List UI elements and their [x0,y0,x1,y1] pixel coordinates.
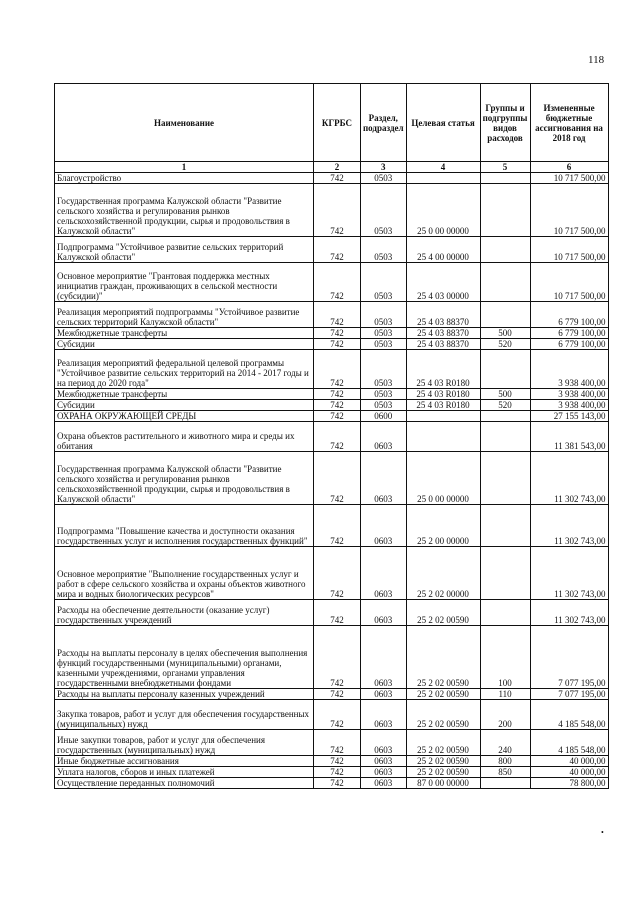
row-expense-type: 240 [480,730,530,756]
table-row [55,328,609,339]
stray-mark: • [601,828,604,837]
row-kgrbs: 742 [314,452,361,505]
row-expense-type [480,600,530,626]
row-name: Государственная программа Калужской области "Развитие сельского хозяйства и регулирования рынков сельскохозяйственной продукции, сырья и продовольствия в Калужской области" [55,452,314,505]
row-name: Реализация мероприятий подпрограммы "Устойчивое развитие сельских территорий Калужской области" [55,302,314,328]
row-target: 25 4 03 R0180 [406,400,480,411]
row-target: 25 2 02 00590 [406,767,480,778]
row-target: 25 4 00 00000 [406,237,480,263]
table-row [55,778,609,789]
row-expense-type [480,452,530,505]
row-expense-type [480,237,530,263]
row-razdel: 0603 [361,452,407,505]
row-sum: 6 779 100,00 [530,328,608,339]
row-name: Реализация мероприятий федеральной целевой программы "Устойчивое развитие сельских территорий на 2014 - 2017 годы и на период до 2020 года" [55,350,314,389]
row-razdel: 0503 [361,350,407,389]
row-target: 25 4 03 R0180 [406,389,480,400]
table-row [55,700,609,730]
row-kgrbs: 742 [314,237,361,263]
table-row [55,422,609,452]
row-kgrbs: 742 [314,626,361,689]
row-sum: 3 938 400,00 [530,389,608,400]
row-name: Уплата налогов, сборов и иных платежей [55,767,314,778]
page-number: 118 [588,54,605,66]
row-razdel: 0603 [361,600,407,626]
table-row [55,600,609,626]
row-name: Межбюджетные трансферты [55,328,314,339]
row-target: 25 2 02 00590 [406,700,480,730]
row-razdel: 0603 [361,730,407,756]
table-row [55,173,609,184]
table-row [55,689,609,700]
row-sum: 10 717 500,00 [530,173,608,184]
row-name: Расходы на выплаты персоналу казенных учреждений [55,689,314,700]
row-target: 25 2 02 00590 [406,730,480,756]
row-sum: 40 000,00 [530,767,608,778]
table-header-row [55,84,609,162]
row-kgrbs: 742 [314,767,361,778]
row-name: ОХРАНА ОКРУЖАЮЩЕЙ СРЕДЫ [55,411,314,422]
row-sum: 10 717 500,00 [530,184,608,237]
row-expense-type: 200 [480,700,530,730]
row-target [406,173,480,184]
row-sum: 11 381 543,00 [530,422,608,452]
row-razdel: 0503 [361,339,407,350]
row-sum: 11 302 743,00 [530,547,608,600]
row-razdel: 0603 [361,547,407,600]
row-sum: 10 717 500,00 [530,263,608,302]
row-expense-type [480,350,530,389]
row-razdel: 0603 [361,700,407,730]
row-sum: 4 185 548,00 [530,700,608,730]
row-expense-type: 520 [480,400,530,411]
row-name: Благоустройство [55,173,314,184]
row-expense-type: 110 [480,689,530,700]
row-name: Расходы на выплаты персоналу в целях обеспечения выполнения функций государственными (муниципальными) органами, казенными учреждениями, органами управления государственными внебюджетными фондами [55,626,314,689]
table-row [55,626,609,689]
row-expense-type [480,411,530,422]
row-razdel: 0603 [361,756,407,767]
row-kgrbs: 742 [314,730,361,756]
row-kgrbs: 742 [314,547,361,600]
row-name: Осуществление переданных полномочий [55,778,314,789]
row-sum: 6 779 100,00 [530,302,608,328]
row-target: 25 2 02 00000 [406,547,480,600]
table-row [55,767,609,778]
column-number: 2 [314,162,361,173]
table-row [55,263,609,302]
row-target: 25 4 03 88370 [406,328,480,339]
row-kgrbs: 742 [314,389,361,400]
row-razdel: 0503 [361,263,407,302]
row-name: Государственная программа Калужской области "Развитие сельского хозяйства и регулирования рынков сельскохозяйственной продукции, сырья и продовольствия в Калужской области" [55,184,314,237]
row-target: 25 2 02 00590 [406,756,480,767]
row-kgrbs: 742 [314,350,361,389]
row-razdel: 0603 [361,689,407,700]
header-celevaya: Целевая статья [406,84,480,162]
row-target [406,411,480,422]
row-sum: 3 938 400,00 [530,400,608,411]
row-sum: 3 938 400,00 [530,350,608,389]
row-kgrbs: 742 [314,422,361,452]
row-expense-type: 520 [480,339,530,350]
column-number: 3 [361,162,407,173]
table-row [55,237,609,263]
row-kgrbs: 742 [314,505,361,547]
row-kgrbs: 742 [314,700,361,730]
row-razdel: 0603 [361,767,407,778]
row-target: 25 0 00 00000 [406,184,480,237]
row-razdel: 0503 [361,389,407,400]
table-row [55,411,609,422]
column-number: 4 [406,162,480,173]
row-sum: 10 717 500,00 [530,237,608,263]
row-sum: 27 155 143,00 [530,411,608,422]
row-kgrbs: 742 [314,173,361,184]
row-razdel: 0503 [361,400,407,411]
row-kgrbs: 742 [314,263,361,302]
row-kgrbs: 742 [314,689,361,700]
row-expense-type [480,302,530,328]
row-razdel: 0603 [361,422,407,452]
table-row [55,389,609,400]
row-target: 25 4 03 88370 [406,339,480,350]
row-sum: 7 077 195,00 [530,626,608,689]
table-row [55,339,609,350]
row-kgrbs: 742 [314,778,361,789]
row-expense-type: 500 [480,389,530,400]
table-row [55,547,609,600]
table-row [55,302,609,328]
table-row [55,730,609,756]
row-expense-type [480,173,530,184]
row-kgrbs: 742 [314,600,361,626]
row-target: 25 2 02 00590 [406,689,480,700]
row-razdel: 0503 [361,302,407,328]
row-name: Межбюджетные трансферты [55,389,314,400]
column-number: 5 [480,162,530,173]
row-name: Основное мероприятие "Грантовая поддержка местных инициатив граждан, проживающих в сельской местности (субсидии)" [55,263,314,302]
row-name: Закупка товаров, работ и услуг для обеспечения государственных (муниципальных) нужд [55,700,314,730]
row-target: 87 0 00 00000 [406,778,480,789]
header-name: Наименование [55,84,314,162]
row-kgrbs: 742 [314,184,361,237]
row-expense-type: 850 [480,767,530,778]
row-sum: 11 302 743,00 [530,600,608,626]
row-expense-type [480,505,530,547]
column-number: 1 [55,162,314,173]
row-name: Основное мероприятие "Выполнение государственных услуг и работ в сфере сельского хозяйства и охраны объектов животного мира и водных биологических ресурсов" [55,547,314,600]
row-razdel: 0503 [361,237,407,263]
row-razdel: 0600 [361,411,407,422]
row-expense-type [480,422,530,452]
header-razdel: Раздел, подраздел [361,84,407,162]
row-name: Субсидии [55,339,314,350]
row-name: Подпрограмма "Устойчивое развитие сельских территорий Калужской области" [55,237,314,263]
row-sum: 6 779 100,00 [530,339,608,350]
table-row [55,505,609,547]
header-gruppy: Группы и подгруппы видов расходов [480,84,530,162]
table-row [55,400,609,411]
row-target: 25 2 02 00590 [406,600,480,626]
row-sum: 11 302 743,00 [530,505,608,547]
table-row [55,756,609,767]
row-target: 25 4 03 R0180 [406,350,480,389]
row-target: 25 2 00 00000 [406,505,480,547]
row-name: Охрана объектов растительного и животного мира и среды их обитания [55,422,314,452]
row-name: Подпрограмма "Повышение качества и доступности оказания государственных услуг и исполнения государственных функций" [55,505,314,547]
row-expense-type: 800 [480,756,530,767]
table-body [55,173,609,789]
row-razdel: 0503 [361,184,407,237]
row-sum: 40 000,00 [530,756,608,767]
row-kgrbs: 742 [314,756,361,767]
row-target [406,422,480,452]
row-razdel: 0603 [361,626,407,689]
row-razdel: 0603 [361,778,407,789]
row-target: 25 4 03 00000 [406,263,480,302]
row-name: Субсидии [55,400,314,411]
column-number-row [55,162,609,173]
row-razdel: 0603 [361,505,407,547]
row-kgrbs: 742 [314,411,361,422]
table-row [55,184,609,237]
row-sum: 11 302 743,00 [530,452,608,505]
row-expense-type: 100 [480,626,530,689]
row-expense-type [480,778,530,789]
row-expense-type [480,547,530,600]
table-row [55,452,609,505]
row-sum: 7 077 195,00 [530,689,608,700]
row-kgrbs: 742 [314,400,361,411]
row-expense-type [480,263,530,302]
row-name: Иные бюджетные ассигнования [55,756,314,767]
row-kgrbs: 742 [314,328,361,339]
row-sum: 78 800,00 [530,778,608,789]
header-assign: Измененные бюджетные ассигнования на 2018 год [530,84,608,162]
row-sum: 4 185 548,00 [530,730,608,756]
column-number: 6 [530,162,608,173]
row-expense-type [480,184,530,237]
row-razdel: 0503 [361,328,407,339]
row-target: 25 4 03 88370 [406,302,480,328]
row-razdel: 0503 [361,173,407,184]
table-row [55,350,609,389]
header-kgrbs: КГРБС [314,84,361,162]
row-kgrbs: 742 [314,302,361,328]
row-target: 25 2 02 00590 [406,626,480,689]
row-name: Расходы на обеспечение деятельности (оказание услуг) государственных учреждений [55,600,314,626]
budget-table [54,83,609,789]
row-target: 25 0 00 00000 [406,452,480,505]
row-name: Иные закупки товаров, работ и услуг для обеспечения государственных (муниципальных) нужд [55,730,314,756]
row-expense-type: 500 [480,328,530,339]
row-kgrbs: 742 [314,339,361,350]
